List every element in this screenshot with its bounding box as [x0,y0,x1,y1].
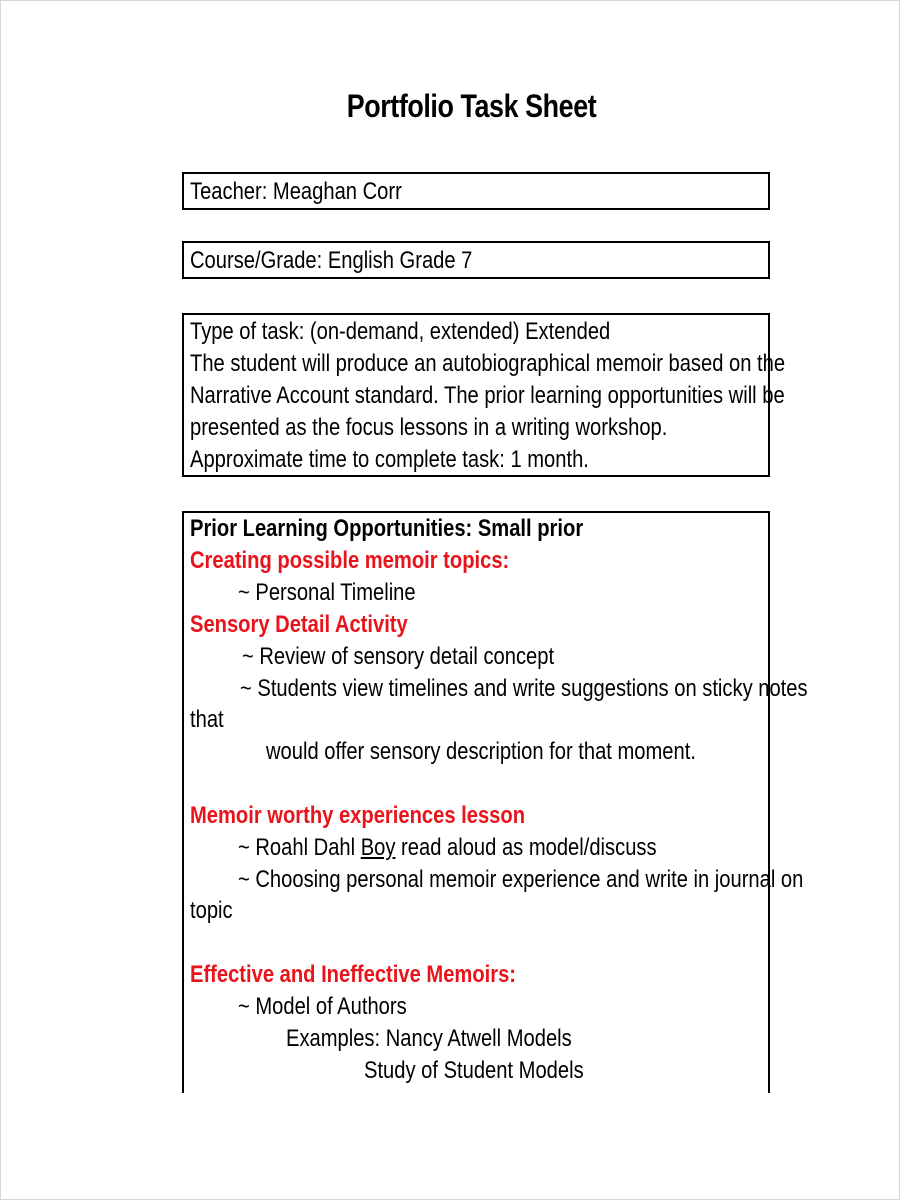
task-time-line: Approximate time to complete task: 1 month. [190,446,589,473]
task-desc-line: Narrative Account standard. The prior learning opportunities will be [190,382,785,409]
prior-learning-heading: Prior Learning Opportunities: Small prior [190,515,584,542]
section-heading: Effective and Ineffective Memoirs: [190,961,517,988]
list-item: ~ Model of Authors [238,993,407,1020]
section-heading: Memoir worthy experiences lesson [190,802,526,829]
course-text: Course/Grade: English Grade 7 [190,247,473,274]
list-item: Study of Student Models [364,1057,584,1084]
task-box [182,313,786,477]
task-desc-line: presented as the focus lessons in a writing workshop. [190,414,668,441]
list-item-wrap: that [190,706,224,733]
list-item: Examples: Nancy Atwell Models [286,1025,572,1052]
section-heading: Sensory Detail Activity [190,611,408,638]
teacher-box [182,172,770,210]
page-title [0,88,900,125]
list-item: ~ Personal Timeline [238,579,416,606]
task-type-line: Type of task: (on-demand, extended) Extended [190,318,611,345]
page-title-text: Portfolio Task Sheet [347,88,597,124]
teacher-text: Teacher: Meaghan Corr [190,178,402,205]
task-desc-line: The student will produce an autobiographical memoir based on the [190,350,786,377]
list-item: would offer sensory description for that moment. [266,738,696,765]
section-heading: Creating possible memoir topics: [190,547,510,574]
list-item-wrap: topic [190,897,233,924]
list-item: ~ Roahl Dahl Boy read aloud as model/discuss [238,834,657,861]
list-item: ~ Review of sensory detail concept [242,643,555,670]
course-box [182,241,770,279]
prior-learning-box [182,511,808,1093]
list-item: ~ Choosing personal memoir experience and write in journal on [238,866,804,893]
book-title: Boy [360,834,396,861]
list-item: ~ Students view timelines and write suggestions on sticky notes [240,675,808,702]
